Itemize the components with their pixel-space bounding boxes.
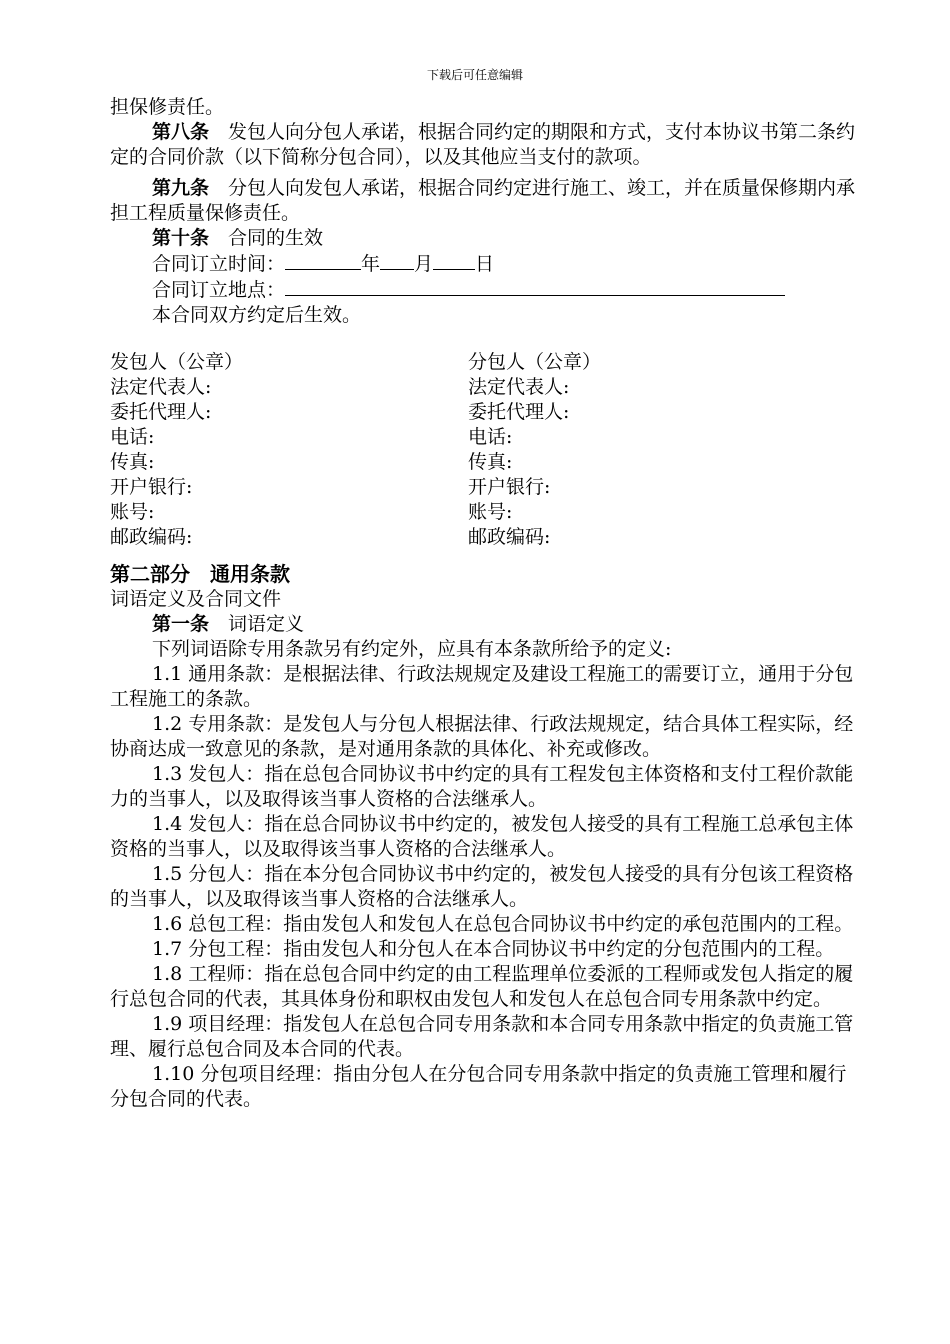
sig-right-4: 传真:: [468, 451, 513, 473]
definition-item: 1.7 分包工程：指由发包人和分包人在本合同协议书中约定的分包范围内的工程。: [152, 938, 835, 960]
sig-left-2: 委托代理人:: [110, 401, 212, 423]
document-body: [110, 95, 860, 1112]
day-label: 日: [475, 253, 495, 275]
definitions-intro: 下列词语除专用条款另有约定外，应具有本条款所给予的定义:: [152, 638, 672, 660]
part-2-title: 第二部分 通用条款: [110, 562, 290, 586]
sig-left-5: 开户银行:: [110, 476, 193, 498]
sig-right-6: 账号:: [468, 501, 513, 523]
definition-item: 1.2 专用条款：是发包人与分包人根据法律、行政法规规定，结合具体工程实际，经协商达成一致意见的条款，是对通用条款的具体化、补充或修改。: [110, 713, 854, 760]
article-9-label: 第九条: [152, 177, 210, 199]
definition-item: 1.9 项目经理：指发包人在总包合同专用条款和本合同专用条款中指定的负责施工管理、履行总包合同及本合同的代表。: [110, 1013, 854, 1060]
part-2-article-1-text: 词语定义: [228, 613, 305, 635]
sig-right-2: 委托代理人:: [468, 401, 570, 423]
sig-right-7: 邮政编码:: [468, 526, 551, 548]
definition-item: 1.4 发包人：指在总合同协议书中约定的，被发包人接受的具有工程施工总承包主体资格的当事人，以及取得该当事人资格的合法继承人。: [110, 813, 854, 860]
article-8-text: 发包人向分包人承诺，根据合同约定的期限和方式，支付本协议书第二条约定的合同价款（以下简称分包合同），以及其他应当支付的款项。: [110, 121, 856, 168]
month-blank: [380, 251, 414, 270]
continued-text: 担保修责任。: [110, 96, 225, 118]
sig-right-5: 开户银行:: [468, 476, 551, 498]
article-10-label: 第十条: [152, 227, 210, 249]
contract-place-line: [110, 277, 860, 303]
sig-left-4: 传真:: [110, 451, 155, 473]
signature-block: [110, 350, 860, 550]
article-9-text: 分包人向发包人承诺，根据合同约定进行施工、竣工，并在质量保修期内承担工程质量保修责任。: [110, 177, 856, 224]
definition-item: 1.8 工程师：指在总包合同中约定的由工程监理单位委派的工程师或发包人指定的履行总包合同的代表，其具体身份和职权由发包人和发包人在总包合同专用条款中约定。: [110, 963, 854, 1010]
definition-item: 1.1 通用条款：是根据法律、行政法规规定及建设工程施工的需要订立，通用于分包工程施工的条款。: [110, 663, 854, 710]
sig-left-6: 账号:: [110, 501, 155, 523]
definition-item: 1.5 分包人：指在本分包合同协议书中约定的，被发包人接受的具有分包该工程资格的当事人，以及取得该当事人资格的合法继承人。: [110, 863, 854, 910]
sig-left-1: 法定代表人:: [110, 376, 212, 398]
day-blank: [433, 251, 475, 270]
definition-item: 1.6 总包工程：指由发包人和发包人在总包合同协议书中约定的承包范围内的工程。: [152, 913, 854, 935]
definition-item: 1.3 发包人：指在总包合同协议书中约定的具有工程发包主体资格和支付工程价款能力的当事人，以及取得该当事人资格的合法继承人。: [110, 763, 854, 810]
article-8-label: 第八条: [152, 121, 210, 143]
article-9: [110, 176, 860, 226]
sig-right-1: 法定代表人:: [468, 376, 570, 398]
part-2-subtitle: 词语定义及合同文件: [110, 588, 282, 610]
place-blank: [285, 277, 785, 296]
year-label: 年: [361, 253, 381, 275]
part-2-article-1: [110, 612, 860, 637]
contract-time-line: [110, 251, 860, 277]
contract-time-label: 合同订立时间：: [152, 253, 286, 275]
article-10: [110, 226, 860, 251]
month-label: 月: [414, 253, 434, 275]
sig-left-0: 发包人（公章）: [110, 351, 244, 373]
part-2-article-1-label: 第一条: [152, 613, 210, 635]
sig-right-3: 电话:: [468, 426, 513, 448]
page-header: 下载后可任意编辑: [426, 68, 523, 82]
definition-item: 1.10 分包项目经理：指由分包人在分包合同专用条款中指定的负责施工管理和履行分包合同的代表。: [110, 1063, 847, 1110]
sig-left-7: 邮政编码:: [110, 526, 193, 548]
effect-clause: 本合同双方约定后生效。: [152, 304, 362, 326]
article-10-text: 合同的生效: [228, 227, 324, 249]
sig-left-3: 电话:: [110, 426, 155, 448]
year-blank: [285, 251, 361, 270]
article-8: [110, 120, 860, 170]
sig-right-0: 分包人（公章）: [468, 351, 602, 373]
contract-place-label: 合同订立地点：: [152, 279, 286, 301]
